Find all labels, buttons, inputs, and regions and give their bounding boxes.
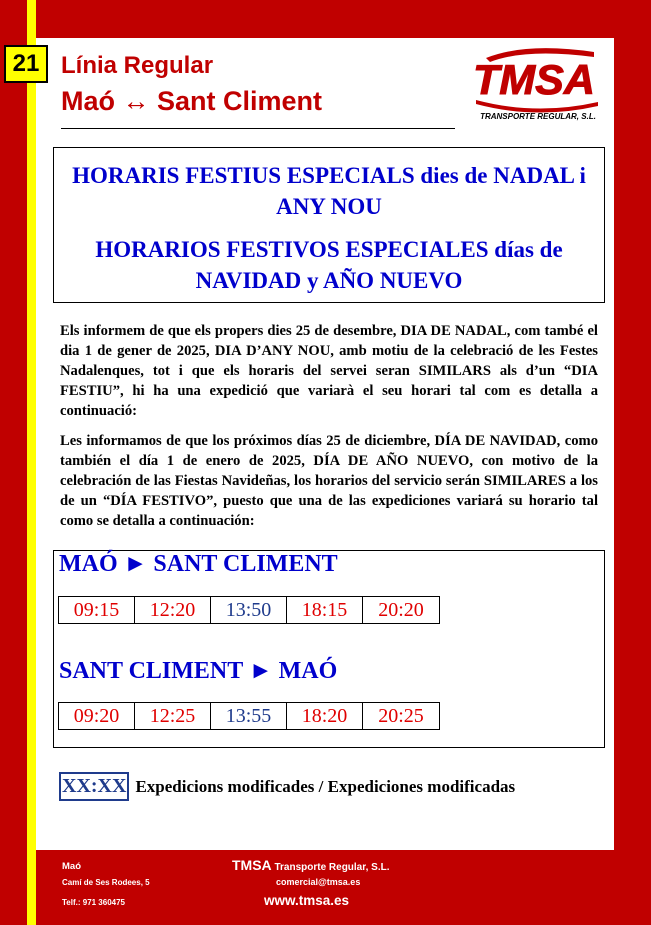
time-cell: 09:15 (59, 597, 135, 623)
time-cell: 18:15 (287, 597, 363, 623)
footer-phone: Telf.: 971 360475 (62, 898, 126, 907)
footer-company-name: Transporte Regular, S.L. (271, 862, 390, 873)
time-cell: 20:20 (378, 599, 424, 621)
time-cell: 18:20 (287, 703, 363, 729)
direction-mao-sant-climent: MAÓ ► SANT CLIMENT (59, 551, 338, 577)
route-name: Maó ↔ Sant Climent (61, 86, 323, 116)
time-cell: 13:55 (211, 703, 287, 729)
tmsa-logo (466, 44, 604, 124)
footer-company-brand: TMSA (232, 857, 272, 873)
times-row-outbound (58, 596, 440, 624)
times-row-return (58, 702, 440, 730)
line-number-badge: 21 (4, 45, 48, 83)
logo-brand: TMSA (473, 56, 595, 103)
notice-spanish: Les informamos de que los próximos días 25 de diciembre, DÍA DE NAVIDAD, como también el día 1 de enero de 2025, DÍA DE AÑO NUEVO, con motivo de la celebración de las Fiestas Navideñas, los horarios del servicio serán SIMILARES a los de un “DÍA FESTIVO”, puesto que una de las expediciones variará su horario tal como se detalla a continuación: (60, 433, 598, 529)
time-cell: 12:25 (135, 703, 211, 729)
footer-website-link[interactable]: www.tmsa.es (264, 893, 350, 908)
footer-company (232, 857, 389, 875)
title-catalan: HORARIS FESTIUS ESPECIALS dies de NADAL i ANY NOU (72, 163, 586, 219)
footer-address: Camí de Ses Rodees, 5 (62, 878, 150, 887)
line-type-label: Línia Regular (61, 52, 214, 79)
time-cell: 20:25 (378, 705, 424, 727)
time-cell: 13:50 (211, 597, 287, 623)
title-box (53, 147, 605, 303)
time-cell: 09:20 (59, 703, 135, 729)
notice-catalan: Els informem de que els propers dies 25 de desembre, DIA DE NADAL, com també el dia 1 de gener de 2025, DIA D’ANY NOU, amb motiu de la celebració de les Festes Nadalenques, tot i que els horaris del servei seran SIMILARS als d’un “DIA FESTIU”, hi ha una expedició que variarà el seu horari tal com es detalla a continuació: (60, 323, 598, 419)
logo-tagline: TRANSPORTE REGULAR, S.L. (480, 112, 596, 121)
time-cell: 12:20 (135, 597, 211, 623)
title-spanish: HORARIOS FESTIVOS ESPECIALES días de NAVIDAD y AÑO NUEVO (95, 237, 563, 293)
legend (59, 772, 515, 801)
yellow-stripe (27, 0, 36, 925)
header-divider (61, 128, 455, 129)
legend-sample: XX:XX (59, 772, 129, 801)
schedule-box (53, 550, 605, 748)
footer-city: Maó (62, 861, 81, 872)
legend-text: Expedicions modificades / Expediciones modificadas (135, 776, 516, 796)
direction-sant-climent-mao: SANT CLIMENT ► MAÓ (59, 658, 338, 684)
footer-email-link[interactable]: comercial@tmsa.es (276, 877, 361, 887)
